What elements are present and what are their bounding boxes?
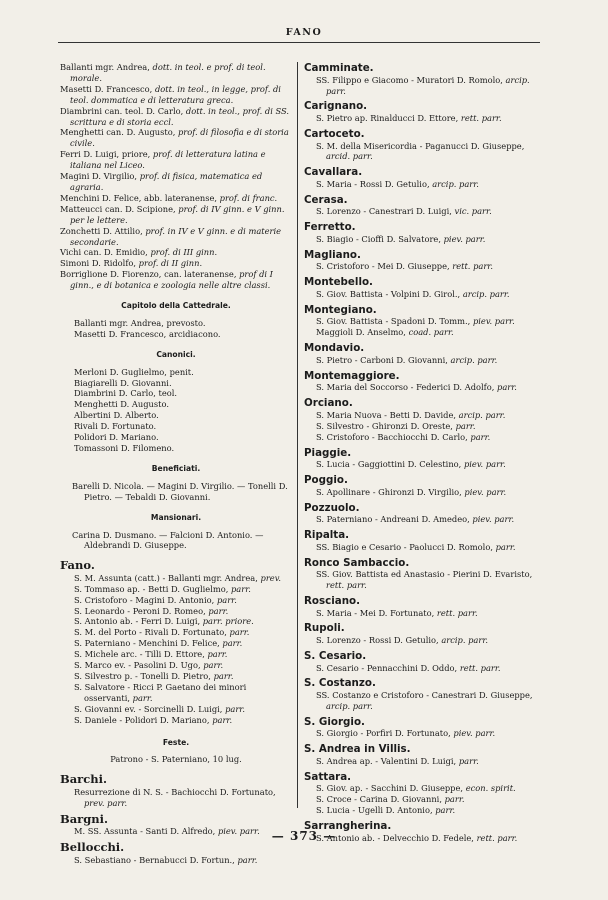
entry-role: dott. in teol., in legge, prof. di teol. dommatica e di letteratura greca. (70, 83, 281, 105)
canonici-list (60, 367, 292, 454)
place-heading: S. Andrea in Villis. (304, 743, 411, 756)
place-entries (60, 787, 292, 809)
staff-member (60, 247, 292, 258)
entry-role: coad. parr. (408, 327, 454, 338)
entry-role: parr. (458, 755, 479, 766)
staff-member (60, 269, 292, 291)
entry-text: S. Marco ev. - Pasolini D. Ugo, (74, 660, 201, 671)
entry-text: S. Pietro - Carboni D. Giovanni, (316, 354, 448, 365)
entry-role: parr. (237, 854, 258, 865)
parish-entry (60, 855, 292, 866)
mansionari-text: Carina D. Dusmano. — Falcioni D. Antonio. — Aldebrandi D. Giuseppe. (72, 529, 264, 551)
place-heading: Carignano. (304, 100, 368, 113)
parish-entry (60, 573, 292, 584)
parish-entry (60, 595, 292, 606)
place-entries (304, 410, 542, 443)
parish-entry (304, 690, 542, 712)
place-heading: Rupoli. (304, 622, 345, 635)
page-number: — 373 — (271, 829, 337, 843)
place-entries (304, 355, 542, 366)
entry-role: prof. di IV ginn. e V ginn. per le lettere. (70, 203, 285, 225)
entry-text: S. Antonio ab. - Delvecchio D. Fedele, (316, 832, 474, 843)
staff-member (60, 226, 292, 248)
entry-role: parr. priore. (202, 616, 254, 627)
entry-text: S. Cristoforo - Bacchiocchi D. Carlo, (316, 431, 468, 442)
canonici-title: Canonici. (156, 349, 196, 359)
parish-entry (304, 756, 542, 767)
entry-role: prof. di letteratura latina e italiana nel Liceo. (70, 149, 266, 171)
entry-role: prof di I ginn., e di botanica e zoologia nelle altre classi. (70, 269, 273, 291)
parish-entry (304, 728, 542, 739)
left-places-list (60, 773, 292, 865)
place-heading: Poggio. (304, 474, 348, 487)
entry-role: penit. (169, 366, 194, 377)
parish-entry (304, 410, 542, 421)
parish-entry (304, 542, 542, 553)
place-heading: Camminate. (304, 62, 374, 74)
entry-role: prof. di franc. (219, 192, 278, 203)
entry-role: arcip. parr. (462, 288, 510, 299)
capitolo-title: Capitolo della Cattedrale. (121, 301, 231, 311)
entry-role: parr. (230, 583, 251, 594)
feste-text: Patrono - S. Paterniano, 10 lug. (110, 754, 242, 765)
parish-entry (60, 627, 292, 638)
entry-role: piev. parr. (464, 486, 507, 497)
entry-text: SS. Giov. Battista ed Anastasio - Pierini D. Evaristo, (316, 569, 533, 580)
entry-role: piev. parr. (453, 728, 496, 739)
place-entries (60, 855, 292, 866)
place-heading: Barchi. (60, 772, 107, 787)
capitolo-list (60, 318, 292, 340)
parish-entry (304, 459, 542, 470)
parish-entry (304, 206, 542, 217)
entry-text: Simoni D. Ridolfo, (60, 258, 137, 269)
staff-member (60, 258, 292, 269)
place-entries (304, 316, 542, 338)
entry-text: Vichi can. D. Emidio, (60, 247, 148, 258)
parish-entry (60, 704, 292, 715)
parish-entry (304, 75, 542, 97)
entry-text: S. Michele arc. - Tilli D. Ettore, (74, 649, 205, 660)
entry-text: S. Maria Nuova - Betti D. Davide, (316, 409, 457, 420)
entry-text: S. Cesario - Pennacchini D. Oddo, (316, 662, 458, 673)
staff-member (60, 193, 292, 204)
beneficiati-list (60, 481, 292, 503)
place-entries (304, 569, 542, 591)
place-heading: Cerasa. (304, 193, 348, 206)
parish-entry (60, 671, 292, 682)
canonico-member (74, 421, 292, 432)
entry-text: S. Silvestro - Ghironzi D. Oreste, (316, 420, 453, 431)
place-heading: Montebello. (304, 276, 373, 289)
entry-text: Menchini D. Felice, abb. lateranense, (60, 192, 218, 203)
entry-text: S. Giov. Battista - Volpini D. Girol., (316, 288, 461, 299)
entry-role: prev. parr. (84, 797, 128, 808)
entry-text: S. Giov. Battista - Spadoni D. Tomm., (316, 316, 471, 327)
entry-text: Masetti D. Francesco, (74, 328, 167, 339)
entry-text: S. Cristoforo - Magini D. Antonio, (74, 594, 215, 605)
place-entries (304, 635, 542, 646)
parish-entry (304, 179, 542, 190)
entry-role: arcip. parr. (458, 409, 506, 420)
entry-role: piev. parr. (217, 826, 260, 837)
entry-text: S. Paterniano - Menchini D. Felice, (74, 638, 220, 649)
place-entries (304, 690, 542, 712)
canonico-member (74, 378, 292, 389)
entry-text: S. Croce - Carina D. Giovanni, (316, 794, 442, 805)
mansionari-title: Mansionari. (150, 512, 202, 522)
entry-role: arcidiacono. (168, 328, 221, 339)
entry-text: Tomassoni D. Filomeno. (74, 443, 175, 453)
parish-entry (304, 805, 542, 816)
place-entries (304, 141, 542, 163)
canonico-member (74, 432, 292, 443)
entry-role: rett. parr. (326, 580, 367, 591)
parish-entry (60, 616, 292, 627)
entry-text: S. Silvestro p. - Tonelli D. Pietro, (74, 671, 211, 681)
entry-role: parr. (208, 605, 229, 616)
parish-entry (60, 606, 292, 617)
parish-entry (304, 355, 542, 366)
entry-text: SS. Costanzo e Cristoforo - Canestrari D. Giuseppe, (316, 690, 533, 701)
entry-role: arcip. parr. (441, 635, 489, 646)
staff-member (60, 62, 292, 84)
column-divider (297, 62, 298, 808)
place-entries (304, 459, 542, 470)
entry-role: parr. (229, 627, 250, 638)
entry-text: S. Giorgio - Porfiri D. Fortunato, (316, 728, 451, 739)
place-heading: Cartoceto. (304, 127, 365, 140)
place-heading: Montemaggiore. (304, 369, 400, 382)
parish-entry (304, 432, 542, 443)
entry-text: S. M. del Porto - Rivali D. Fortunato, (74, 627, 227, 638)
entry-text: S. Daniele - Polidori D. Mariano, (74, 714, 210, 725)
entry-role: prof. di filosofia e di storia civile. (70, 127, 289, 149)
place-entries (304, 608, 542, 619)
entry-role: prof. di III ginn. (150, 247, 218, 258)
place-entries (304, 261, 542, 272)
place-heading: Sattara. (304, 770, 352, 783)
place-heading: Pozzuolo. (304, 501, 360, 514)
entry-text: Borriglione D. Fiorenzo, can. lateranense, (60, 269, 237, 280)
entry-text: Maggioli D. Anselmo, (316, 327, 406, 338)
entry-text: S. Lorenzo - Canestrari D. Luigi, (316, 206, 452, 217)
entry-role: dott. in teol. e prof. di teol. morale. (70, 62, 266, 83)
entry-text: SS. Biagio e Cesario - Paolucci D. Romolo, (316, 541, 493, 552)
parish-entry (304, 261, 542, 272)
entry-text: Merloni D. Guglielmo, (74, 366, 167, 377)
entry-text: S. Maria del Soccorso - Federici D. Adolfo, (316, 382, 495, 393)
parish-entry (304, 783, 542, 794)
entry-role: rett. parr. (476, 832, 518, 843)
parish-entry (60, 787, 292, 809)
entry-role: econ. spirit. (465, 783, 516, 794)
place-heading: Sarrangherina. (304, 820, 392, 833)
parish-entry (60, 649, 292, 660)
entry-role: piev. parr. (443, 233, 486, 244)
entry-text: S. Lorenzo - Rossi D. Getulio, (316, 635, 439, 646)
entry-role: arcip. parr. (432, 178, 479, 189)
parish-entry (304, 316, 542, 327)
entry-role: teol. (158, 388, 178, 399)
place-heading-fano: Fano. (60, 558, 95, 573)
staff-member (60, 127, 292, 149)
entry-role: arcip. parr. (326, 74, 530, 96)
entry-text: S. Cristoforo - Mei D. Giuseppe, (316, 261, 450, 272)
entry-role: parr. (470, 431, 491, 442)
entry-text: M. SS. Assunta - Santi D. Alfredo, (74, 826, 216, 837)
mansionari-list (60, 530, 292, 552)
place-entries (304, 179, 542, 190)
place-entries (304, 783, 542, 816)
entry-role: arcip. parr. (450, 354, 498, 365)
entry-role: parr. (212, 714, 233, 725)
place-heading: Ferretto. (304, 221, 356, 234)
page-header: FANO (285, 27, 323, 38)
entry-role: prof. in IV e V ginn. e di materie secondarie. (70, 225, 282, 247)
entry-text: Menghetti can. D. Augusto, (60, 127, 176, 138)
place-heading: Montegiano. (304, 303, 377, 316)
parish-entry (304, 382, 542, 393)
entry-text: Matteucci can. D. Scipione, (60, 203, 176, 214)
parish-entry (304, 421, 542, 432)
place-entries (304, 487, 542, 498)
entry-role: rett. parr. (460, 113, 502, 123)
parish-entry (304, 289, 542, 300)
place-heading: S. Giorgio. (304, 715, 365, 728)
entry-text: S. Tommaso ap. - Betti D. Guglielmo, (74, 583, 229, 594)
entry-text: Ferri D. Luigi, priore, (60, 149, 151, 160)
entry-role: parr. (207, 649, 228, 660)
place-heading: Bargni. (60, 811, 109, 826)
entry-text: S. Lucia - Gaggiottini D. Celestino, (316, 459, 462, 470)
staff-member (60, 149, 292, 171)
feste-title: Feste. (162, 737, 190, 747)
entry-text: Masetti D. Francesco, (60, 83, 153, 94)
entry-text: S. Andrea ap. - Valentini D. Luigi, (316, 755, 457, 766)
entry-text: Diambrini can. teol. D. Carlo, (60, 105, 184, 116)
entry-role: prevosto. (166, 317, 206, 328)
entry-role: prof. di II ginn. (138, 258, 203, 269)
parish-entry (304, 234, 542, 245)
parish-entry (304, 608, 542, 619)
place-entries (304, 289, 542, 300)
place-entries (304, 663, 542, 674)
entry-role: parr. (216, 594, 237, 605)
fano-parish-list (60, 573, 292, 726)
entry-role: vic. parr. (454, 206, 492, 217)
place-entries (304, 514, 542, 525)
entry-role: parr. (132, 692, 153, 703)
place-heading: Cavallara. (304, 166, 363, 179)
capitolo-member (74, 318, 292, 329)
entry-role: rett. parr. (436, 607, 478, 618)
parish-entry (304, 141, 542, 163)
parish-entry (60, 682, 292, 704)
staff-member (60, 171, 292, 193)
entry-text: S. Biagio - Cioffi D. Salvatore, (316, 233, 441, 244)
entry-text: S. Maria - Rossi D. Getulio, (316, 178, 430, 189)
parish-entry (304, 113, 542, 124)
canonico-member (74, 388, 292, 399)
entry-text: S. Leonardo - Peroni D. Romeo, (74, 605, 206, 616)
canonico-member (74, 367, 292, 378)
place-heading: Magliano. (304, 248, 361, 261)
staff-member (60, 84, 292, 106)
parish-entry (304, 663, 542, 674)
entry-role: parr. (203, 660, 224, 671)
entry-role: dott. in teol., prof. di SS. scrittura e di storia eccl. (70, 105, 290, 127)
place-entries (304, 206, 542, 217)
entry-role: piev. parr. (463, 459, 506, 470)
entry-text: Rivali D. Fortunato. (74, 421, 157, 432)
entry-role: piev. parr. (472, 514, 515, 525)
entry-text: S. M. della Misericordia - Paganucci D. Giuseppe, (316, 140, 525, 151)
entry-role: arcid. parr. (326, 151, 373, 162)
canonico-member (74, 443, 292, 454)
entry-role: parr. (435, 805, 456, 816)
place-entries (304, 234, 542, 245)
parish-entry (60, 660, 292, 671)
place-heading: Bellocchi. (60, 840, 125, 855)
capitolo-member (74, 329, 292, 340)
entry-text: S. Maria - Mei D. Fortunato, (316, 607, 435, 618)
entry-role: rett. parr. (459, 662, 501, 673)
entry-role: parr. (213, 671, 234, 681)
header-rule (58, 42, 540, 43)
place-entries (304, 542, 542, 553)
canonico-member (74, 410, 292, 421)
entry-text: Zonchetti D. Attilio, (60, 225, 143, 236)
place-heading: Mondavio. (304, 342, 365, 355)
entry-text: Biagiarelli D. Giovanni. (74, 377, 172, 388)
place-heading: Orciano. (304, 397, 353, 410)
left-column (60, 62, 292, 865)
entry-text: S. Sebastiano - Bernabucci D. Fortun., (74, 854, 235, 865)
entry-text: S. Pietro ap. Rinalducci D. Ettore, (316, 113, 459, 123)
entry-role: piev. parr. (472, 316, 515, 327)
place-entries (304, 728, 542, 739)
beneficiati-text: Barelli D. Nicola. — Magini D. Virgilio. — Tonelli D. Pietro. — Tebaldi D. Giovanni. (72, 480, 288, 502)
entry-text: Resurrezione di N. S. - Bachiocchi D. Fortunato, (74, 786, 276, 797)
parish-entry (60, 638, 292, 649)
place-entries (304, 756, 542, 767)
entry-role: parr. (495, 541, 516, 552)
place-entries (304, 113, 542, 124)
staff-member (60, 106, 292, 128)
entry-text: S. Paterniano - Andreani D. Amedeo, (316, 514, 470, 525)
entry-text: S. Giov. ap. - Sacchini D. Giuseppe, (316, 783, 464, 794)
place-heading: Ronco Sambaccio. (304, 556, 410, 569)
entry-role: parr. (455, 420, 476, 431)
canonico-member (74, 399, 292, 410)
entry-text: S. Apollinare - Ghironzi D. Virgilio, (316, 486, 462, 497)
place-entries (304, 382, 542, 393)
entry-text: S. Antonio ab. - Ferri D. Luigi, (74, 616, 201, 627)
place-entries (304, 75, 542, 97)
entry-text: SS. Filippo e Giacomo - Muratori D. Romolo, (316, 74, 503, 85)
beneficiati-title: Beneficiati. (151, 463, 201, 473)
entry-text: S. Giovanni ev. - Sorcinelli D. Luigi, (74, 703, 223, 714)
staff-member (60, 204, 292, 226)
parish-entry (304, 487, 542, 498)
entry-role: parr. (222, 638, 243, 649)
parish-entry (304, 635, 542, 646)
place-heading: Rosciano. (304, 594, 361, 607)
entry-role: arcip. parr. (326, 700, 373, 711)
place-heading: Ripalta. (304, 529, 350, 542)
entry-role: parr. (497, 382, 517, 393)
entry-text: Magini D. Virgilio, (60, 171, 138, 182)
place-heading: Piaggie. (304, 446, 352, 459)
entry-text: Ballanti mgr. Andrea, (60, 62, 150, 72)
entry-role: prof. di fisica, matematica ed agraria. (70, 171, 263, 192)
entry-text: Polidori D. Mariano. (74, 432, 159, 443)
entry-text: Ballanti mgr. Andrea, (74, 317, 164, 328)
place-heading: S. Costanzo. (304, 677, 376, 690)
entry-text: Menghetti D. Augusto. (74, 399, 169, 410)
seminary-staff-list (60, 62, 292, 291)
parish-entry (60, 584, 292, 595)
parish-entry (304, 794, 542, 805)
entry-text: Albertini D. Alberto. (74, 410, 159, 421)
parish-entry (304, 514, 542, 525)
entry-text: S. M. Assunta (catt.) - Ballanti mgr. Andrea, (74, 572, 258, 583)
entry-role: parr. (225, 703, 245, 714)
entry-role: prev. (260, 572, 282, 583)
parish-entry (304, 569, 542, 591)
entry-role: rett. parr. (452, 261, 494, 272)
entry-text: S. Lucia - Ugelli D. Antonio, (316, 805, 433, 816)
parish-entry (304, 327, 542, 338)
parish-entry (60, 715, 292, 726)
right-places-list (304, 62, 542, 844)
entry-text: S. Salvatore - Ricci P. Gaetano dei minori osservanti, (74, 681, 247, 703)
entry-role: parr. (444, 794, 465, 805)
place-heading: S. Cesario. (304, 649, 367, 662)
entry-text: Diambrini D. Carlo, (74, 388, 156, 399)
